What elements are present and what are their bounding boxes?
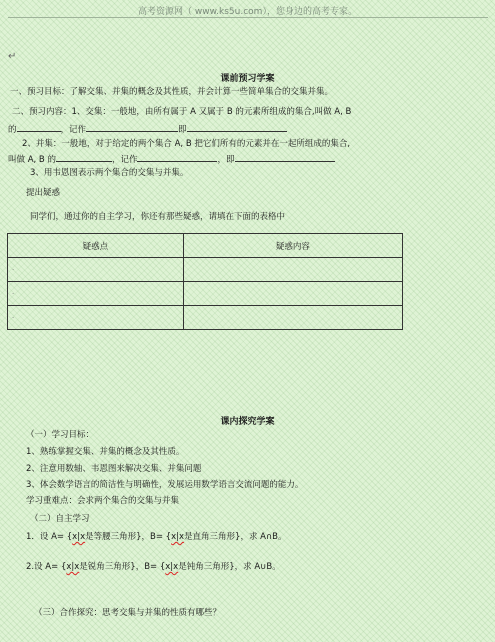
text-notation: ，记作 bbox=[60, 125, 87, 135]
table-header-doubt-point: 疑惑点 bbox=[8, 234, 184, 258]
table-header-doubt-content: 疑惑内容 bbox=[183, 234, 402, 258]
exercise-2-part-a: 2.设 A= { bbox=[26, 562, 67, 572]
table-cell[interactable]: · bbox=[8, 282, 184, 306]
exercise-2-part-c: 是钝角三角形}，求 A∪B。 bbox=[178, 562, 281, 572]
pre-study-venn: 3、用韦恩图表示两个集合的交集与并集。 bbox=[30, 168, 189, 178]
doubt-instructions: 同学们，通过你的自主学习，你还有那些疑惑，请填在下面的表格中 bbox=[30, 212, 286, 222]
doubt-heading: 提出疑惑 bbox=[26, 188, 61, 198]
blank-union-name[interactable] bbox=[56, 152, 112, 162]
exercise-2 bbox=[26, 562, 281, 573]
pre-study-goal: 一、预习目标：了解交集、并集的概念及其性质，并会计算一些简单集合的交集并集。 bbox=[10, 87, 334, 97]
union-fill-line bbox=[8, 152, 335, 166]
text-namely: 即 bbox=[178, 125, 187, 135]
self-study-heading: （二）自主学习 bbox=[30, 514, 90, 524]
blank-union-definition[interactable] bbox=[235, 152, 335, 162]
header-divider bbox=[8, 17, 488, 18]
blank-intersection-name[interactable] bbox=[17, 122, 61, 132]
learning-goal-1: 1、熟练掌握交集、并集的概念及其性质。 bbox=[26, 447, 185, 457]
set-builder-x: x|x bbox=[165, 562, 179, 572]
learning-goal-3: 3、体会数学语言的简洁性与明确性，发展运用数学语言交流问题的能力。 bbox=[26, 480, 304, 490]
text-of: 的 bbox=[8, 125, 17, 135]
exercise-1-part-b: 是等腰三角形}，B= { bbox=[85, 532, 172, 542]
table-header-row bbox=[8, 234, 403, 258]
cooperative-exploration-heading: （三）合作探究：思考交集与并集的性质有哪些？ bbox=[34, 608, 222, 618]
doubt-table bbox=[7, 233, 403, 330]
set-builder-x: x|x bbox=[66, 562, 80, 572]
table-cell[interactable] bbox=[183, 282, 402, 306]
exercise-2-part-b: 是锐角三角形}，B= { bbox=[79, 562, 166, 572]
set-builder-x: x|x bbox=[72, 532, 86, 542]
table-cell[interactable] bbox=[183, 306, 402, 330]
exercise-1 bbox=[26, 532, 287, 543]
in-class-title: 课内探究学案 bbox=[220, 417, 275, 427]
pre-study-content-union: 2、并集：一般地，对于给定的两个集合 A, B 把它们所有的元素并在一起所组成的集合, bbox=[22, 139, 351, 149]
blank-union-notation[interactable] bbox=[137, 152, 217, 162]
table-row bbox=[8, 258, 403, 282]
pre-study-title: 课前预习学案 bbox=[220, 74, 275, 84]
text-namely-2: ，即 bbox=[217, 155, 235, 165]
table-cell[interactable] bbox=[183, 258, 402, 282]
exercise-1-part-c: 是直角三角形}，求 A∩B。 bbox=[184, 532, 287, 542]
set-builder-x: x|x bbox=[171, 532, 185, 542]
key-difficult-points: 学习重难点：会求两个集合的交集与并集 bbox=[26, 496, 180, 506]
blank-intersection-notation[interactable] bbox=[86, 122, 178, 132]
blank-intersection-definition[interactable] bbox=[187, 122, 287, 132]
paragraph-mark-icon: ↵ bbox=[8, 51, 17, 62]
exercise-1-part-a: 1．设 A= { bbox=[26, 532, 73, 542]
table-row bbox=[8, 282, 403, 306]
page-header: 高考资源网（ www.ks5u.com），您身边的高考专家。 bbox=[138, 7, 357, 17]
intersection-fill-line bbox=[8, 122, 287, 136]
learning-goal-2: 2、注意用数轴、韦恩图来解决交集、并集问题 bbox=[26, 464, 202, 474]
learning-goals-heading: （一）学习目标： bbox=[26, 430, 95, 440]
table-cell[interactable]: · bbox=[8, 258, 184, 282]
pre-study-content-intersection: 二、预习内容：1、交集：一般地，由所有属于 A 又属于 B 的元素所组成的集合,叫做 A, B bbox=[12, 107, 352, 117]
table-row bbox=[8, 306, 403, 330]
text-called: 叫做 A, B 的 bbox=[8, 155, 56, 165]
table-cell[interactable]: · bbox=[8, 306, 184, 330]
text-notation-2: ，记作 bbox=[111, 155, 138, 165]
